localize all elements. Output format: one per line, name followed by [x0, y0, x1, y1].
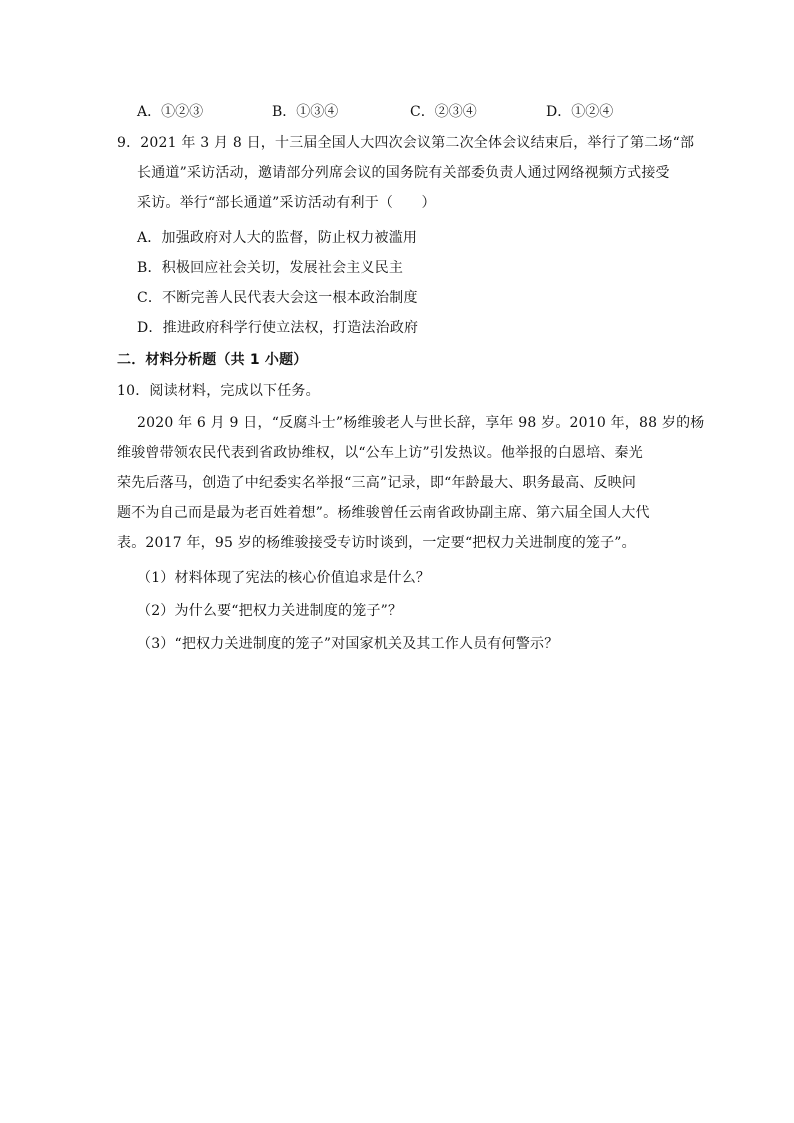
q10-sub-question-2: （2）为什么要“把权力关进制度的笼子”？ — [137, 603, 403, 619]
q10-material-line-4: 题不为自己而是最为老百姓着想”。杨维骏曾任云南省政协副主席、第六届全国人大代 — [117, 505, 650, 521]
q8-option-c: C．②③④ — [410, 104, 477, 120]
section-2-title: 二．材料分析题（共 1 小题） — [117, 352, 308, 368]
q10-sub-question-3: （3）“把权力关进制度的笼子”对国家机关及其工作人员有何警示？ — [137, 636, 559, 652]
q9-option-d: D．推进政府科学行使立法权，打造法治政府 — [137, 320, 419, 336]
q10-stem: 10．阅读材料，完成以下任务。 — [117, 383, 320, 399]
q9-option-a: A．加强政府对人大的监督，防止权力被滥用 — [137, 230, 418, 246]
q8-option-b: B．①③④ — [272, 104, 339, 120]
q10-sub-question-1: （1）材料体现了宪法的核心价值追求是什么？ — [137, 570, 431, 586]
q9-option-b: B．积极回应社会关切，发展社会主义民主 — [137, 260, 404, 276]
q10-material-line-1: 2020 年 6 月 9 日，“反腐斗士”杨维骏老人与世长辞，享年 98 岁。2010 年，88 岁的杨 — [137, 415, 705, 431]
q9-option-c: C．不断完善人民代表大会这一根本政治制度 — [137, 290, 418, 306]
q9-stem-line-3: 采访。举行“部长通道”采访活动有利于（ ） — [137, 195, 436, 211]
q10-material-line-5: 表。2017 年，95 岁的杨维骏接受专访时谈到，一定要“把权力关进制度的笼子”。 — [117, 535, 636, 551]
q8-option-a: A．①②③ — [137, 104, 204, 120]
q10-material-line-2: 维骏曾带领农民代表到省政协维权，以“公车上访”引发热议。他举报的白恩培、秦光 — [117, 445, 643, 461]
q10-material-line-3: 荣先后落马，创造了中纪委实名举报“三高”记录，即“年龄最大、职务最高、反映问 — [117, 475, 637, 491]
q9-stem-line-2: 长通道”采访活动，邀请部分列席会议的国务院有关部委负责人通过网络视频方式接受 — [137, 165, 670, 181]
q8-options-row — [0, 102, 794, 122]
q8-option-d: D．①②④ — [546, 104, 614, 120]
q9-stem-line-1: 9．2021 年 3 月 8 日，十三届全国人大四次会议第二次全体会议结束后，举行了第二场“部 — [117, 135, 695, 151]
